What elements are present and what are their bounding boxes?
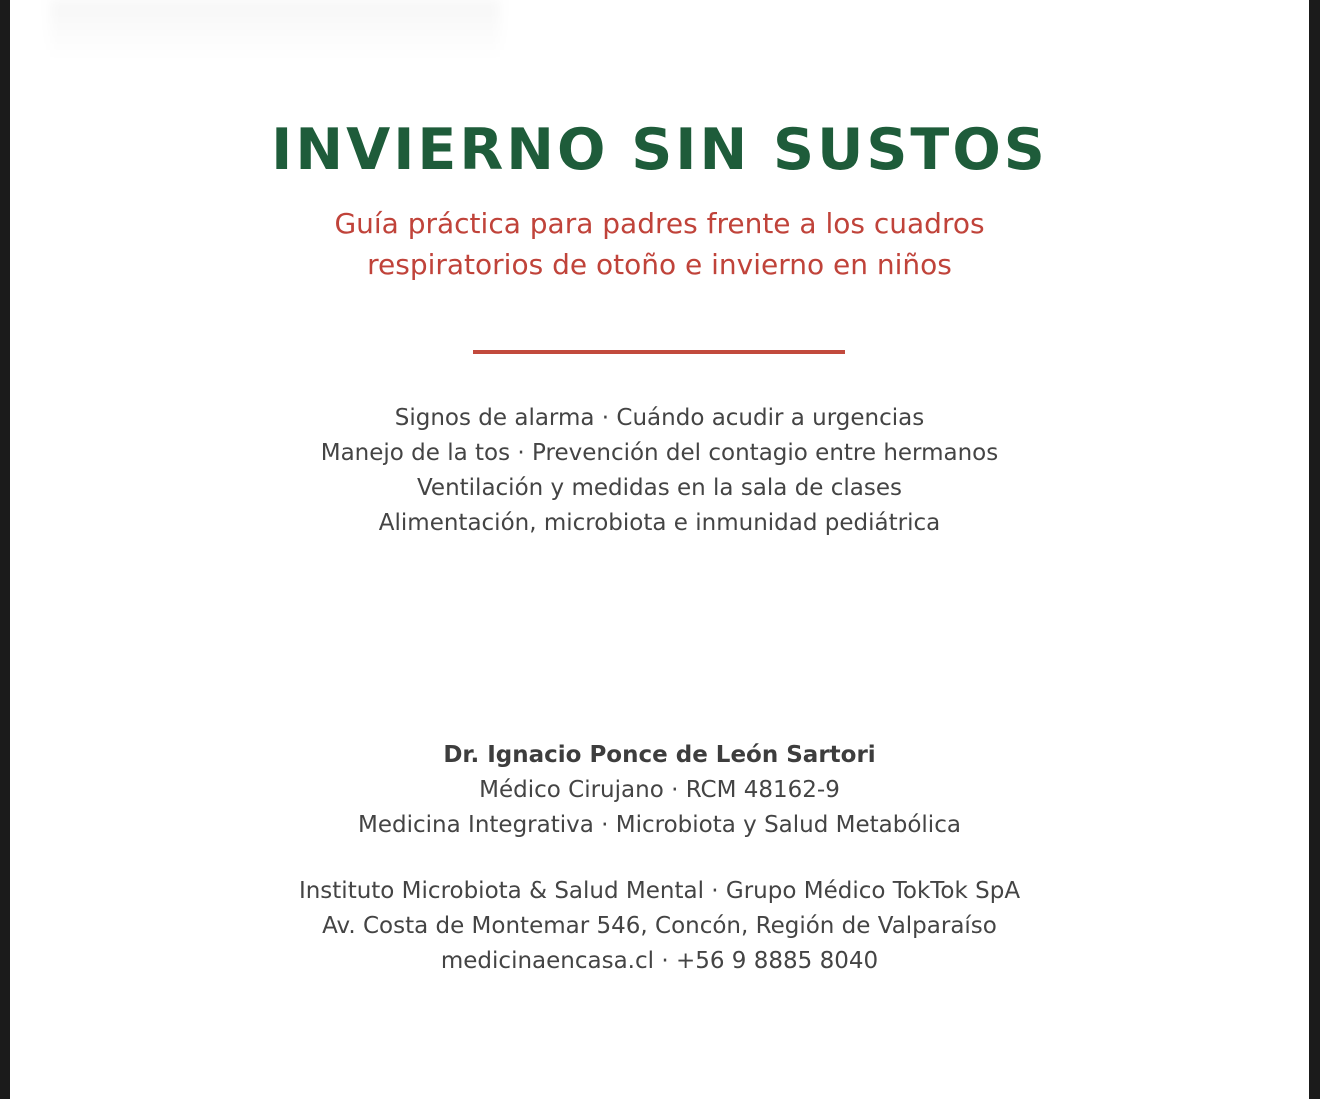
author-block [10,738,1309,843]
author-name: Dr. Ignacio Ponce de León Sartori [443,742,876,768]
institution-block [10,874,1309,979]
document-subtitle [10,203,1309,285]
topics-list [10,401,1309,541]
document-title: INVIERNO SIN SUSTOS [271,117,1048,183]
document-page [10,0,1309,1099]
author-specialty: Medicina Integrativa · Microbiota y Salud Metabólica [358,812,961,838]
subtitle-line: respiratorios de otoño e invierno en niños [367,248,952,281]
institution-address: Av. Costa de Montemar 546, Concón, Región de Valparaíso [322,913,997,939]
subtitle-line: Guía práctica para padres frente a los cuadros [334,207,985,240]
institution-name: Instituto Microbiota & Salud Mental · Grupo Médico TokTok SpA [298,878,1021,904]
topic-item: Ventilación y medidas en la sala de clases [416,475,903,501]
author-credentials: Médico Cirujano · RCM 48162-9 [479,777,840,803]
topic-item: Signos de alarma · Cuándo acudir a urgencias [394,405,925,431]
topic-item: Manejo de la tos · Prevención del contagio entre hermanos [320,440,999,466]
institution-contact: medicinaencasa.cl · +56 9 8885 8040 [440,948,879,974]
topic-item: Alimentación, microbiota e inmunidad pediátrica [378,510,941,536]
page-shadow [50,0,500,60]
section-divider [473,350,845,354]
